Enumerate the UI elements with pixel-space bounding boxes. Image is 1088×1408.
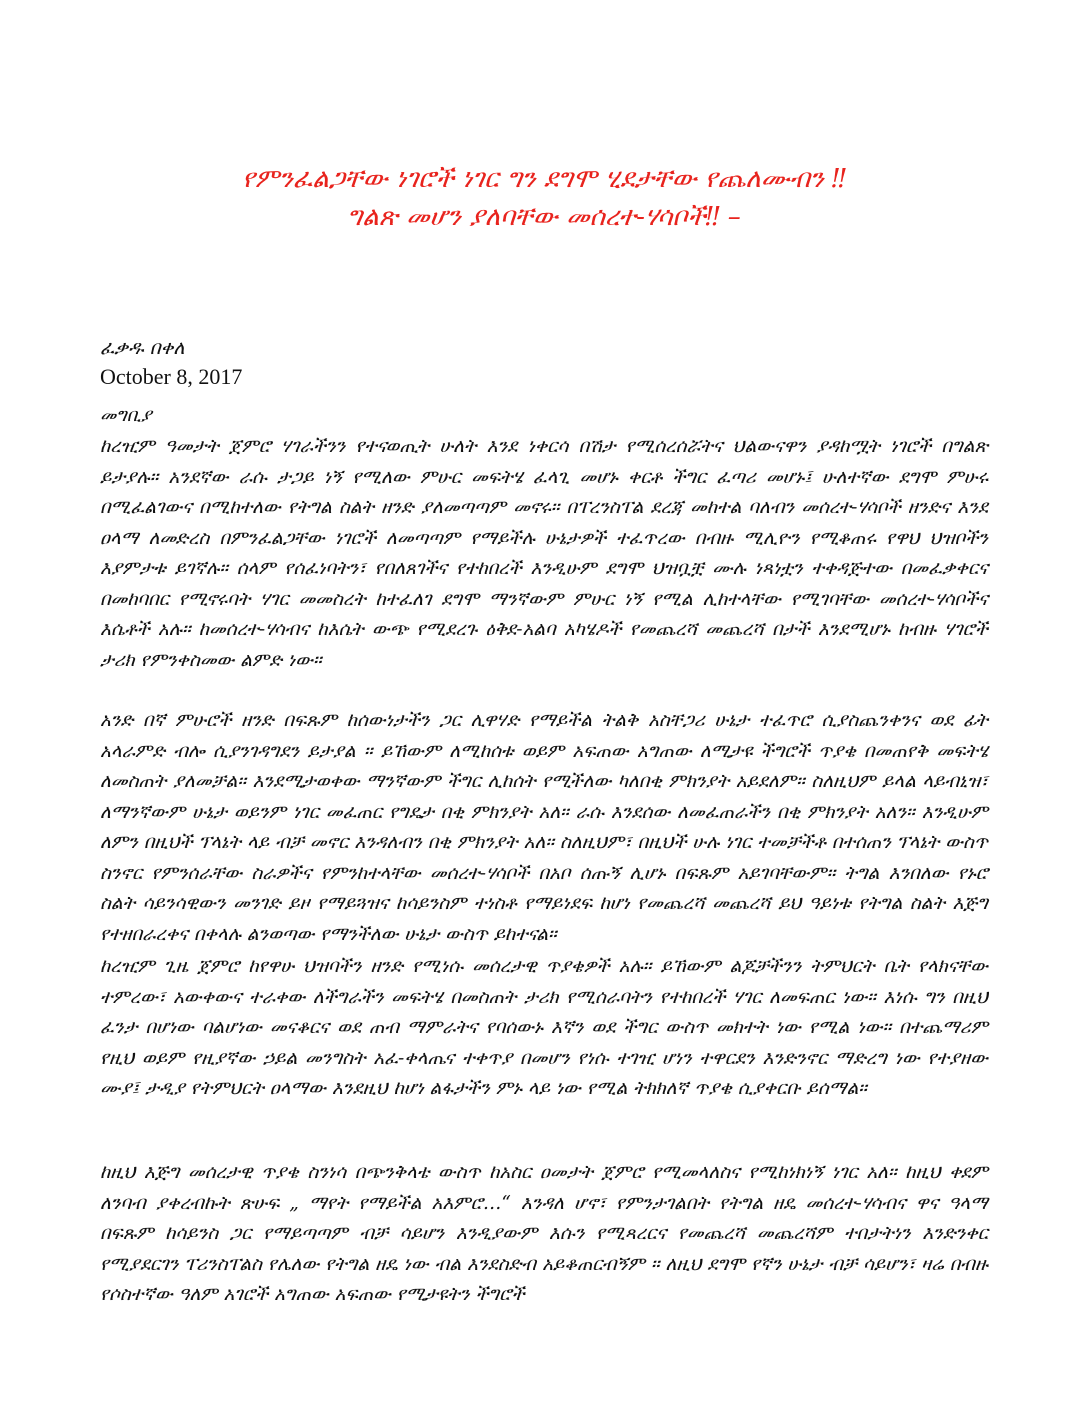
publication-date: October 8, 2017: [100, 364, 243, 389]
paragraph-text: ከዚህ እጅግ መሰረታዊ ጥያቄ ስንነሳ በጭንቅላቴ ውስጥ ከአስር ዐመታት ጀምሮ የሚመላለስና የሚከነክነኝ ነገር አለ። ከዚህ ቀደም ለንባብ ያቀረብኩት ጽሁፍ „ ማየት የማይችል አእምሮ…“ እንዳለ ሆኖ፣ የምንታገልበት የትግል ዘዴ መሰረተ-ሃሳብና ዋና ዓላማ በፍጹም ከሳይንስ ጋር የማይጣጣም ብቻ ሳይሆን እንዲያውም እሱን የሚጻረርና የመጨረሻ መጨረሻም ተበታትነን እንድንቀር የሚያደርገን ፐሪንስፐልስ የሌለው የትግል ዘዴ ነው ብል እንደስድብ አይቆጠርብኝም ። ለዚህ ደግሞ የኛን ሁኔታ ብቻ ሳይሆን፣ ዛሬ በብዙ የሶስተኛው ዓለም አገሮች አግጠው አፍጠው የሚታዩትን ችግሮች: [100, 1162, 988, 1305]
section-heading: መግቢያ: [100, 405, 152, 426]
paragraph-text: አንድ በኛ ምሁሮች ዘንድ በፍጹም ከሰውነታችን ጋር ሊዋሃድ የማይችል ትልቅ አስቸጋሪ ሁኔታ ተፈጥሮ ሲያስጨንቀንና ወደ ፊት አላራምድ ብሎ ሲያንገዳግደን ይታያል ። ይኸውም ለሚከሰቱ ወይም አፍጠው አግጠው ለሚታዩ ችግሮች ጥያቄ በመጠየቅ መፍትሄ ለመስጠት ያለመቻል። እንደሚታወቀው ማንኛውም ችግር ሊከሰት የሚችለው ካለበቂ ምክንያት አይደለም። ስለዚህም ይላል ላይብኒዝ፣ ለማንኛውም ሁኔታ ወይንም ነገር መፈጠር የግዴታ በቂ ምክንያት አለ። ራሱ እንደሰው ለመፈጠራችን በቂ ምክንያት አለን። እንዲሁም ለምን በዚህች ፕላኔት ላይ ብቻ መኖር እንዳለብን በቂ ምክንያት አለ። ስለዚህም፣ በዚህች ሁሉ ነገር ተመቻችቶ በተሰጠን ፕላኔት ውስጥ ስንኖር የምንሰራቸው ስራዎችና የምንከተላቸው መሰረተ-ሃሳቦች በአቦ ሰጡኝ ሊሆኑ በፍጹም አይገባቸውም። ትግል እንበለው የኑሮ ስልት ሳይንሳዊውን መንገድ ይዞ የማይጓዝና ከሳይንስም ተነስቶ የማይነደፍ ከሆነ የመጨረሻ መጨረሻ ይህ ዓይነቱ የትግል ስልት እጅግ የተዘበራረቀና በቀላሉ ልንወጣው የማንችለው ሁኔታ ውስጥ ይከተናል።: [100, 710, 988, 945]
title-line-1: የምንፈልጋቸው ነገሮች ነገር ግን ደግሞ ሂደታቸው የጨለሙብን ‼: [242, 164, 846, 194]
paragraph-2: [100, 706, 988, 950]
paragraph-1: [100, 432, 988, 676]
document-title: [120, 160, 968, 236]
paragraph-3: [100, 952, 988, 1105]
author-name: ፈቃዱ በቀለ: [100, 337, 185, 359]
paragraph-4: [100, 1158, 988, 1311]
paragraph-text: ከረዢም ጊዜ ጀምሮ ከየዋሁ ህዝባችን ዘንድ የሚነሱ መሰረታዊ ጥያቄዎች አሉ። ይኸውም ልጆቻችንን ትምህርት ቤት የላክናቸው ተምረው፣ አውቀውና ተራቀው ለችግራችን መፍትሄ በመስጠት ታሪክ የሚሰራባትን የተከበረች ሃገር ለመፍጠር ነው። እነሱ ግን በዚህ ፈንታ በሆነው ባልሆነው መናቆርና ወደ ጠብ ማምራትና የባሰውኑ እኛን ወደ ችግር ውስጥ መክተት ነው የሚል ነው። በተጨማሪም የዚህ ወይም የዚያኛው ኃይል መንግስት አፈ-ቀላጤና ተቀጥያ በመሆን የነሱ ተገዢ ሆነን ተዋርደን እንድንኖር ማድረግ ነው የተያዘው ሙያ፤ ታዲያ የትምህርት ዐላማው እንደዚህ ከሆነ ልፋታችን ምኑ ላይ ነው የሚል ትክክለኛ ጥያቄ ሲያቀርቡ ይሰማል።: [100, 956, 988, 1099]
paragraph-text: ከረዢም ዓመታት ጀምሮ ሃገራችንን የተናወጢት ሁለት እንደ ነቀርሳ በሽታ የሚሰረሰሯትና ህልውናዋን ያዳከሟት ነገሮች በግልጽ ይታያሉ። አንደኛው ራሱ ታጋይ ነኝ የሚለው ምሁር መፍትሄ ፈላጊ መሆኑ ቀርቶ ችግር ፈጣሪ መሆኑ፤ ሁለተኛው ደግሞ ምሁሩ በሚፈልገውና በሚከተለው የትግል ስልት ዘንድ ያለመጣጣም መኖሩ። በፐረንስፐል ደረጃ መከተል ባለብን መሰረተ-ሃሳቦች ዘንድና እንደ ዐላማ ለመድረስ በምንፈልጋቸው ነገሮች ለመጣጣም የማይችሉ ሁኔታዎች ተፈጥረው በብዙ ሚሊዮን የሚቆጠሩ የዋህ ህዝቦችን እያምታቱ ይገኛሉ። ሰላም የሰፈነባትን፣ የበለጸገችና የተከበረች እንዲሁም ደግሞ ህዝቧቿ ሙሉ ነጻነቷን ተቀዳጅተው በመፈቃቀርና በመከባበር የሚኖሩባት ሃገር መመስረት ከተፈለገ ደግሞ ማንኛውም ምሁር ነኝ የሚል ሊከተላቸው የሚገባቸው መሰረተ-ሃሳቦችና እሴቶች አሉ። ከመሰረተ-ሃሳብና ከእሴት ውጭ የሚደረጉ ዕቅደ-አልባ አካሄዶች የመጨረሻ መጨረሻ በታች እንደሚሆኑ ከብዙ ሃገሮች ታሪክ የምንቀስመው ልምድ ነው።: [100, 436, 988, 671]
title-line-2: ግልጽ መሆን ያለባቸው መሰረተ-ሃሳቦች‼ –: [347, 202, 741, 232]
